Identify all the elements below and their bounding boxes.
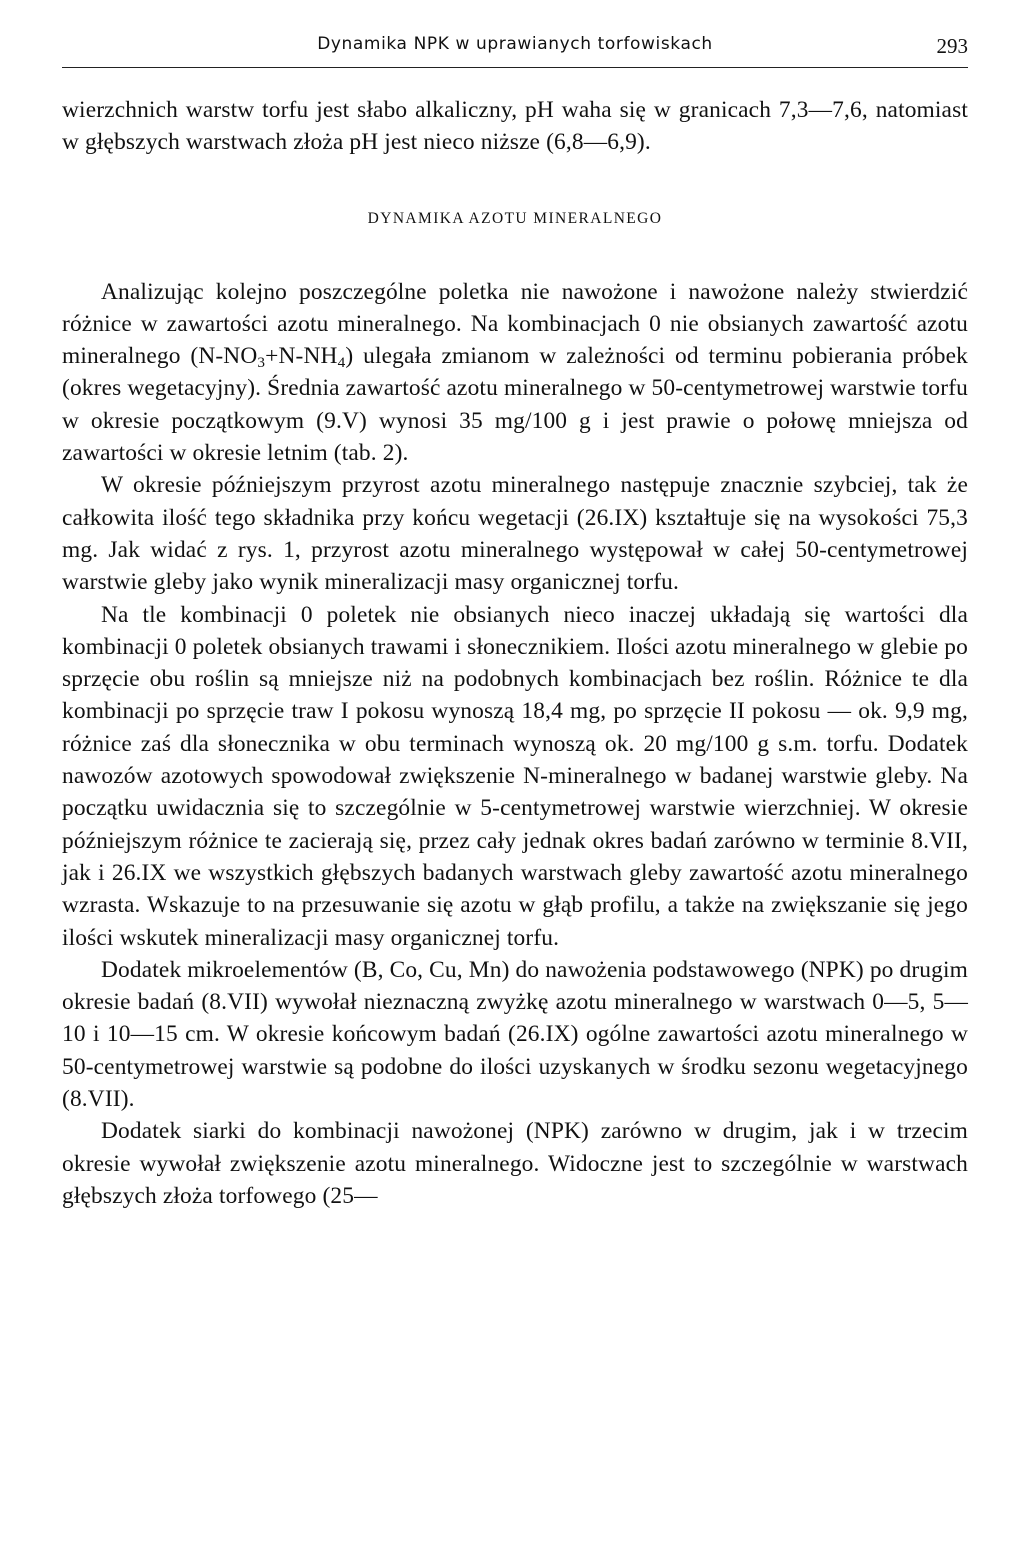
document-page [62, 0, 968, 1544]
paragraph-1-text-a: Analizując kolejno poszczególne poletka nie nawożone i nawożone należy stwierdzić różnice w zawartości azotu mineralnego. Na kombinacjach 0 nie obsianych zawartość azotu mineralnego (N-NO [62, 278, 968, 370]
paragraph-5: Dodatek siarki do kombinacji nawożonej (NPK) zarówno w drugim, jak i w trzecim okresie wywołał zwiększenie azotu mineralnego. Widoczne jest to szczególnie w warstwach głębszych złoża torfowego (25— [62, 1118, 968, 1209]
running-title: Dynamika NPK w uprawianych torfowiskach [317, 34, 713, 54]
paragraph-2: W okresie późniejszym przyrost azotu mineralnego następuje znacznie szybciej, tak że całkowita ilość tego składnika przy końcu wegetacji (26.IX) kształtuje się na wysokości 75,3 mg. Jak widać z rys. 1, przyrost azotu mineralnego występował w całej 50-centymetrowej warstwie gleby jako wynik mineralizacji masy organicznej torfu. [62, 472, 968, 596]
subscript-3: 3 [257, 353, 266, 371]
body-text [62, 94, 968, 1212]
paragraph-1-text-b: +N-NH [265, 343, 338, 370]
paragraph-3: Na tle kombinacji 0 poletek nie obsianych nieco inaczej układają się wartości dla kombinacji 0 poletek obsianych trawami i słonecznikiem. Ilości azotu mineralnego w glebie po sprzęcie obu roślin są mniejsze niż na podobnych kombinacjach bez roślin. Różnice te dla kombinacji po sprzęcie traw I pokosu wynoszą 18,4 mg, po sprzęcie II pokosu — ok. 9,9 mg, różnice zaś dla słonecznika w obu terminach wynoszą ok. 20 mg/100 g s.m. torfu. Dodatek nawozów azotowych spowodował zwiększenie N-mineralnego w badanej warstwie gleby. Na początku uwidacznia się to szczególnie w 5-centymetrowej warstwie wierzchniej. W okresie późniejszym różnice te zacierają się, przez cały jednak okres badań zarówno w terminie 8.VII, jak i 26.IX we wszystkich głębszych badanych warstwach gleby zawartość azotu mineralnego wzrasta. Wskazuje to na przesuwanie się azotu w głąb profilu, a także na zwiększanie się jego ilości wskutek mineralizacji masy organicznej torfu. [62, 601, 968, 951]
paragraph-4: Dodatek mikroelementów (B, Co, Cu, Mn) do nawożenia podstawowego (NPK) po drugim okresie badań (8.VII) wywołał nieznaczną zwyżkę azotu mineralnego w warstwach 0—5, 5—10 i 10—15 cm. W okresie końcowym badań (26.IX) ogólne zawartości azotu mineralnego w 50-centymetrowej warstwie są podobne do ilości uzyskanych w środku sezonu wegetacyjnego (8.VII). [62, 956, 968, 1113]
page-number: 293 [936, 34, 968, 58]
running-header [62, 32, 968, 60]
paragraph-1-text-c: ) ulegała zmianom w zależności od terminu pobierania próbek (okres wegetacyjny). Średnia zawartość azotu mineralnego w 50-centymetrowej warstwie torfu w okresie początkowym (9.V) wynosi 35 mg/100 g i jest prawie o połowę mniejsza od zawartości w okresie letnim (tab. 2). [62, 343, 968, 467]
paragraph-1 [62, 276, 968, 470]
paragraph-continuation: wierzchnich warstw torfu jest słabo alkaliczny, pH waha się w granicach 7,3—7,6, natomiast w głębszych warstwach złoża pH jest nieco niższe (6,8—6,9). [62, 97, 968, 156]
section-heading: DYNAMIKA AZOTU MINERALNEGO [367, 209, 663, 227]
header-rule [62, 67, 968, 68]
subscript-4: 4 [337, 353, 346, 371]
